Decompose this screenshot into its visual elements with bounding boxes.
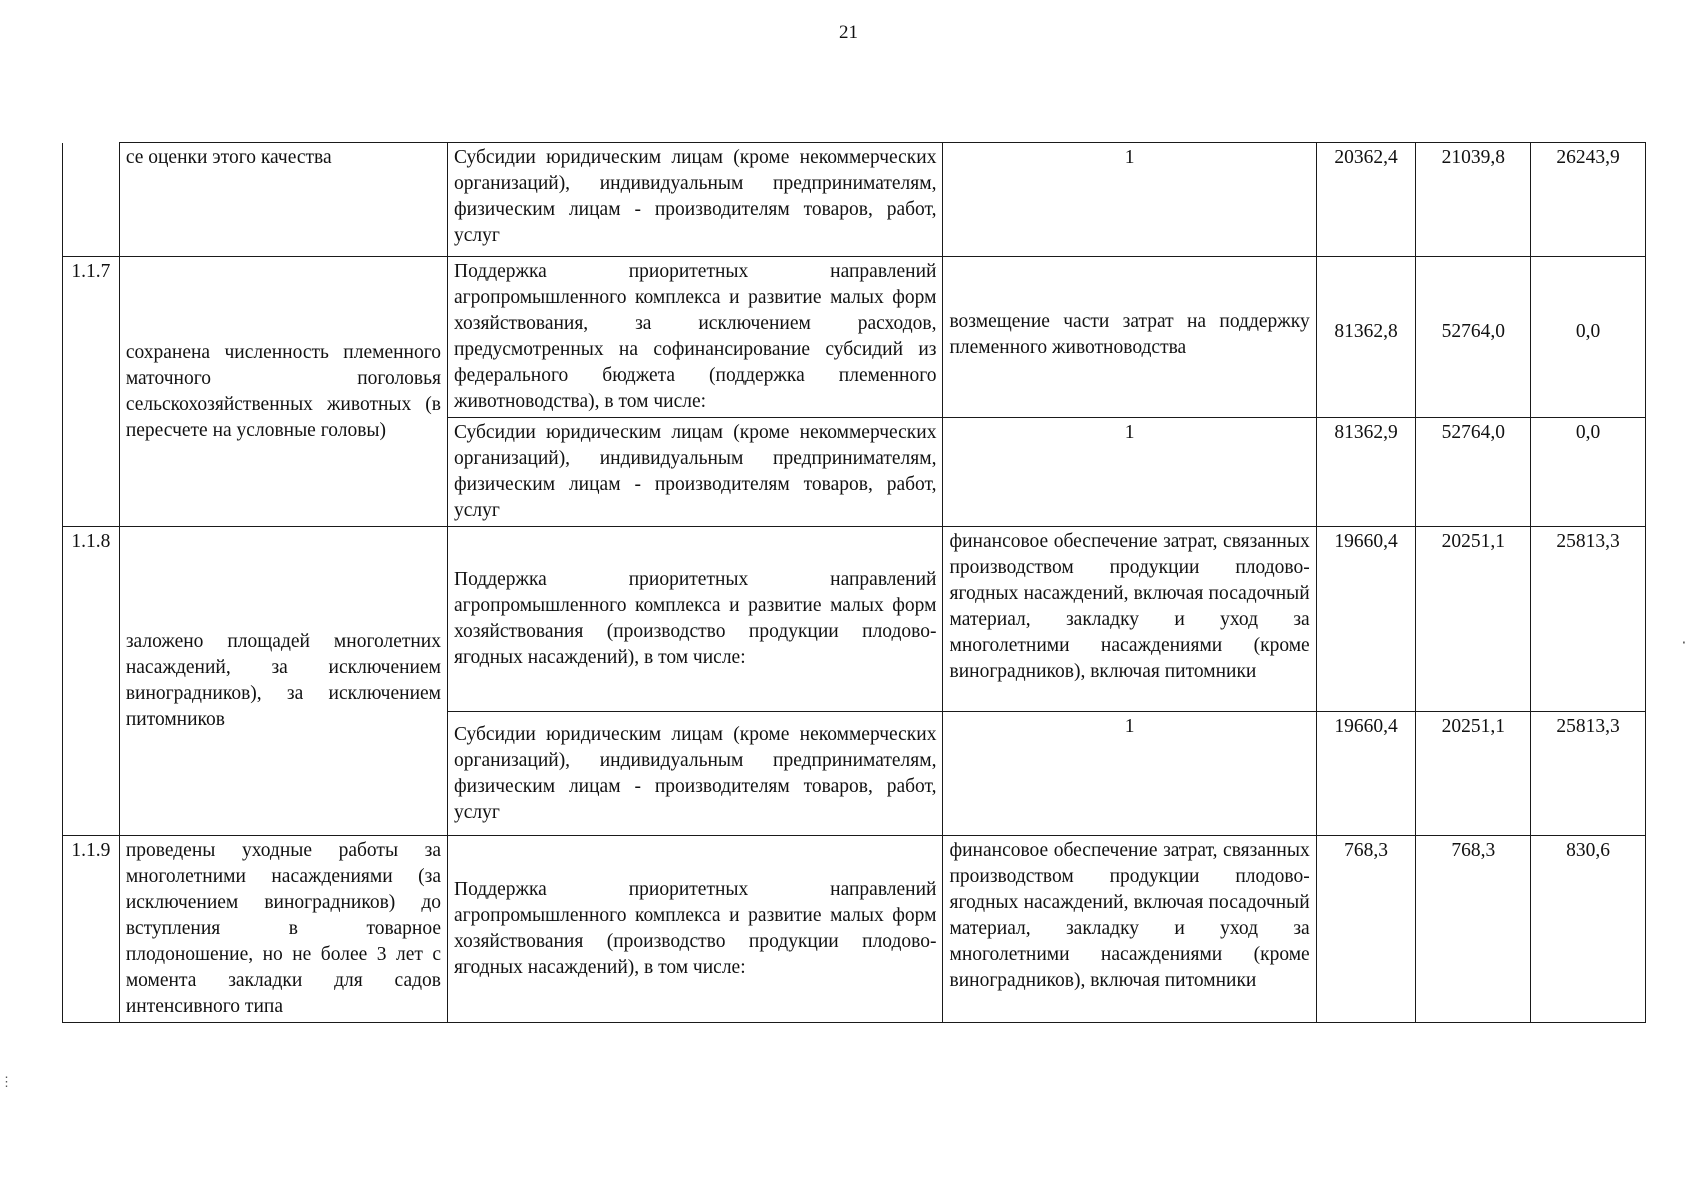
result-cell: се оценки этого качества: [119, 143, 447, 257]
row-number: 1.1.7: [63, 257, 120, 527]
row-number: 1.1.8: [63, 527, 120, 836]
value-year3: 0,0: [1531, 418, 1646, 527]
value-year3: 830,6: [1531, 836, 1646, 1023]
table-row: [63, 257, 1646, 418]
value-year3: 25813,3: [1531, 712, 1646, 836]
direction-cell: Субсидии юридическим лицам (кроме некоммерческих организаций), индивидуальным предпринимателям, физическим лицам - производителям товаров, работ, услуг: [448, 418, 943, 527]
purpose-cell: финансовое обеспечение затрат, связанных производством продукции плодово-ягодных насаждений, включая посадочный материал, закладку и уход за многолетними насаждениями (кроме виноградников), включая питомники: [943, 836, 1316, 1023]
value-year1: 19660,4: [1316, 527, 1416, 712]
value-year2: 20251,1: [1416, 712, 1531, 836]
scan-mark: ·: [1680, 636, 1688, 651]
direction-cell: Субсидии юридическим лицам (кроме некоммерческих организаций), индивидуальным предпринимателям, физическим лицам - производителям товаров, работ, услуг: [448, 143, 943, 257]
page-number: 21: [839, 22, 858, 43]
direction-cell: Субсидии юридическим лицам (кроме некоммерческих организаций), индивидуальным предпринимателям, физическим лицам - производителям товаров, работ, услуг: [448, 712, 943, 836]
direction-cell: Поддержка приоритетных направлений агропромышленного комплекса и развитие малых форм хозяйствования (производство продукции плодово-ягодных насаждений), в том числе:: [448, 836, 943, 1023]
value-year2: 768,3: [1416, 836, 1531, 1023]
result-cell: сохранена численность племенного маточного поголовья сельскохозяйственных животных (в пересчете на условные головы): [119, 257, 447, 527]
table-row: [63, 143, 1646, 257]
value-year2: 20251,1: [1416, 527, 1531, 712]
result-cell: заложено площадей многолетних насаждений, за исключением виноградников), за исключением питомников: [119, 527, 447, 836]
direction-cell: Поддержка приоритетных направлений агропромышленного комплекса и развитие малых форм хозяйствования, за исключением расходов, предусмотренных на софинансирование субсидий из федерального бюджета (поддержка племенного животноводства), в том числе:: [448, 257, 943, 418]
purpose-cell: 1: [943, 712, 1316, 836]
direction-cell: Поддержка приоритетных направлений агропромышленного комплекса и развитие малых форм хозяйствования (производство продукции плодово-ягодных насаждений), в том числе:: [448, 527, 943, 712]
table-row: [63, 527, 1646, 712]
program-table: [62, 142, 1646, 1023]
value-year3: 26243,9: [1531, 143, 1646, 257]
purpose-cell: 1: [943, 143, 1316, 257]
value-year3: 0,0: [1531, 257, 1646, 418]
value-year1: 20362,4: [1316, 143, 1416, 257]
value-year2: 21039,8: [1416, 143, 1531, 257]
value-year1: 19660,4: [1316, 712, 1416, 836]
row-number: 1.1.9: [63, 836, 120, 1023]
value-year2: 52764,0: [1416, 418, 1531, 527]
value-year2: 52764,0: [1416, 257, 1531, 418]
row-number: [63, 143, 120, 257]
purpose-cell: финансовое обеспечение затрат, связанных производством продукции плодово-ягодных насаждений, включая посадочный материал, закладку и уход за многолетними насаждениями (кроме виноградников), включая питомники: [943, 527, 1316, 712]
scan-mark: ⋮: [0, 1075, 13, 1090]
purpose-cell: возмещение части затрат на поддержку племенного животноводства: [943, 257, 1316, 418]
value-year1: 81362,9: [1316, 418, 1416, 527]
value-year1: 81362,8: [1316, 257, 1416, 418]
purpose-cell: 1: [943, 418, 1316, 527]
result-cell: проведены уходные работы за многолетними насаждениями (за исключением виноградников) до вступления в товарное плодоношение, но не более 3 лет с момента закладки для садов интенсивного типа: [119, 836, 447, 1023]
value-year1: 768,3: [1316, 836, 1416, 1023]
value-year3: 25813,3: [1531, 527, 1646, 712]
table-row: [63, 836, 1646, 1023]
